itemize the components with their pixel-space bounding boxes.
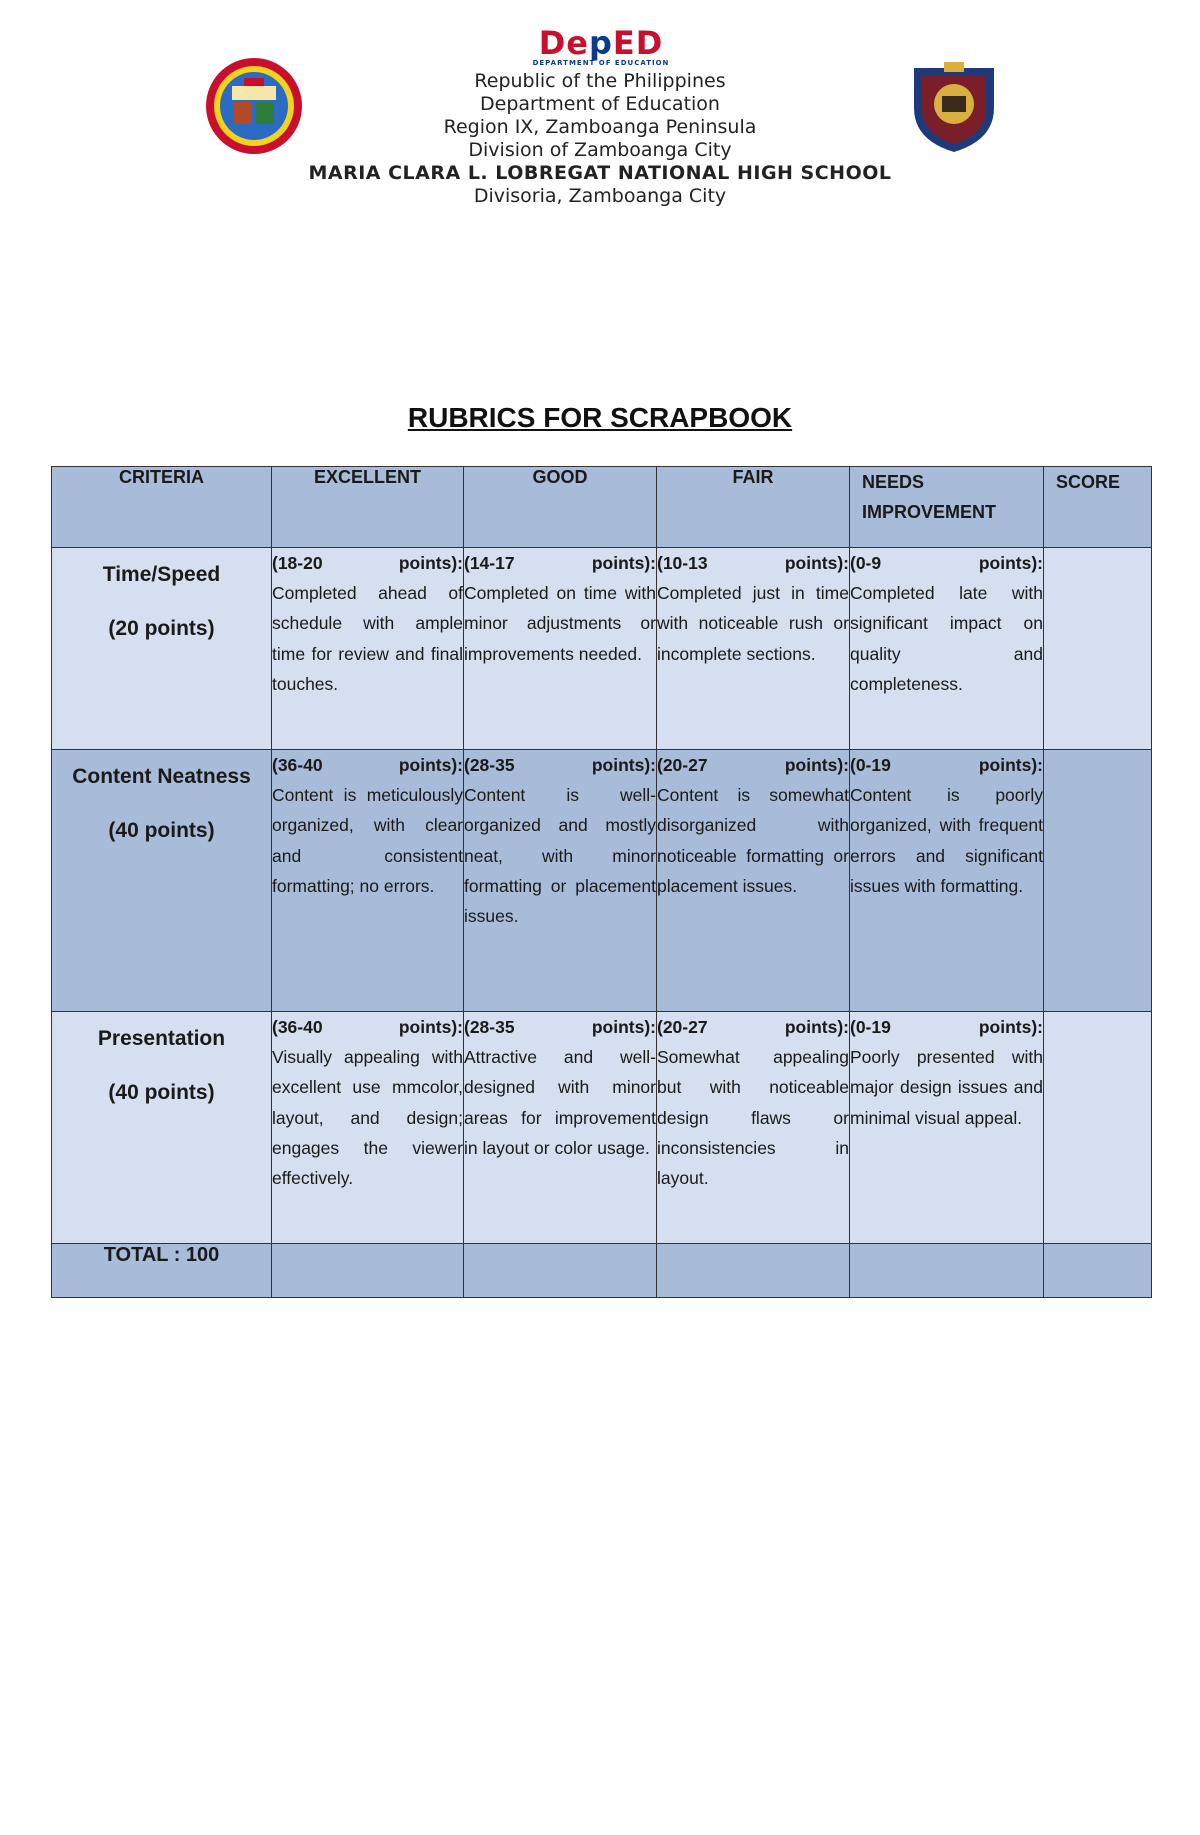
logo-subtitle: DEPARTMENT OF EDUCATION [532,59,670,67]
criterion-cell [52,1012,272,1244]
table-header-row [52,467,1152,548]
rubric-cell-excellent [272,1012,464,1244]
column-header-good: GOOD [464,467,657,548]
header-school-name: MARIA CLARA L. LOBREGAT NATIONAL HIGH SCHOOL [308,162,892,184]
descriptor: Completed late with significant impact on quality and completeness. [850,583,1043,694]
criterion-points: (40 points) [108,1081,215,1104]
points-range: (0-19 points): [850,755,1043,775]
deped-logo [492,26,710,66]
criterion-name: Content Neatness [72,765,251,788]
criterion-cell [52,548,272,750]
header-department: Department of Education [480,93,720,115]
rubric-cell-excellent [272,548,464,750]
points-range: (28-35 points): [464,1017,656,1037]
column-header-score: SCORE [1044,467,1152,548]
score-cell[interactable] [1044,548,1152,750]
points-range: (36-40 points): [272,755,463,775]
points-range: (20-27 points): [657,755,849,775]
points-range: (28-35 points): [464,755,656,775]
descriptor: Content is well-organized and mostly neat, with minor formatting or placement issues. [464,785,656,927]
points-range: (36-40 points): [272,1017,463,1037]
total-cell [850,1244,1044,1298]
score-cell[interactable] [1044,750,1152,1012]
points-range: (0-19 points): [850,1017,1043,1037]
column-header-excellent: EXCELLENT [272,467,464,548]
rubric-cell-needs-improvement [850,548,1044,750]
total-cell [657,1244,850,1298]
logo-word-right: ED [612,24,664,62]
descriptor: Content is somewhat disorganized with noticeable formatting or placement issues. [657,785,849,896]
criterion-points: (40 points) [108,819,215,842]
total-cell [464,1244,657,1298]
total-cell [272,1244,464,1298]
rubric-cell-needs-improvement [850,750,1044,1012]
descriptor: Somewhat appealing but with noticeable design flaws or inconsistencies in layout. [657,1047,849,1189]
total-score-cell[interactable] [1044,1244,1152,1298]
rubric-cell-good [464,1012,657,1244]
criterion-points: (20 points) [108,617,215,640]
document-title: RUBRICS FOR SCRAPBOOK [407,402,793,433]
descriptor: Poorly presented with major design issues and minimal visual appeal. [850,1047,1043,1128]
logo-word-left: De [538,24,589,62]
points-range: (10-13 points): [657,553,849,573]
table-row [52,750,1152,1012]
descriptor: Completed just in time with noticeable rush or incomplete sections. [657,583,849,664]
descriptor: Completed ahead of schedule with ample time for review and final touches. [272,583,463,694]
total-row [52,1244,1152,1298]
rubric-cell-fair [657,1012,850,1244]
table-row [52,548,1152,750]
descriptor: Completed on time with minor adjustments or improvements needed. [464,583,656,664]
rubric-table [51,466,1152,1298]
column-header-criteria: CRITERIA [52,467,272,548]
points-range: (20-27 points): [657,1017,849,1037]
criterion-name: Presentation [97,1027,226,1050]
rubric-cell-fair [657,548,850,750]
score-cell[interactable] [1044,1012,1152,1244]
total-label: TOTAL : 100 [52,1244,272,1298]
criterion-cell [52,750,272,1012]
table-row [52,1012,1152,1244]
letterhead [250,70,950,208]
criterion-name: Time/Speed [102,563,221,586]
points-range: (0-9 points): [850,553,1043,573]
column-header-fair: FAIR [657,467,850,548]
header-address: Divisoria, Zamboanga City [473,185,727,207]
descriptor: Content is poorly organized, with frequent errors and significant issues with formatting. [850,785,1043,896]
header-region: Region IX, Zamboanga Peninsula [443,116,757,138]
rubric-cell-needs-improvement [850,1012,1044,1244]
descriptor: Visually appealing with excellent use mmcolor, layout, and design; engages the viewer effectively. [272,1047,463,1189]
logo-word-mid: p [588,24,613,62]
rubric-cell-good [464,548,657,750]
rubric-cell-excellent [272,750,464,1012]
descriptor: Attractive and well-designed with minor areas for improvement in layout or color usage. [464,1047,656,1158]
rubric-cell-good [464,750,657,1012]
points-range: (18-20 points): [272,553,463,573]
header-republic: Republic of the Philippines [474,70,726,92]
points-range: (14-17 points): [464,553,656,573]
header-division: Division of Zamboanga City [468,139,732,161]
descriptor: Content is meticulously organized, with clear and consistent formatting; no errors. [272,785,463,896]
column-header-needs-improvement: NEEDS IMPROVEMENT [850,467,1044,548]
rubric-cell-fair [657,750,850,1012]
